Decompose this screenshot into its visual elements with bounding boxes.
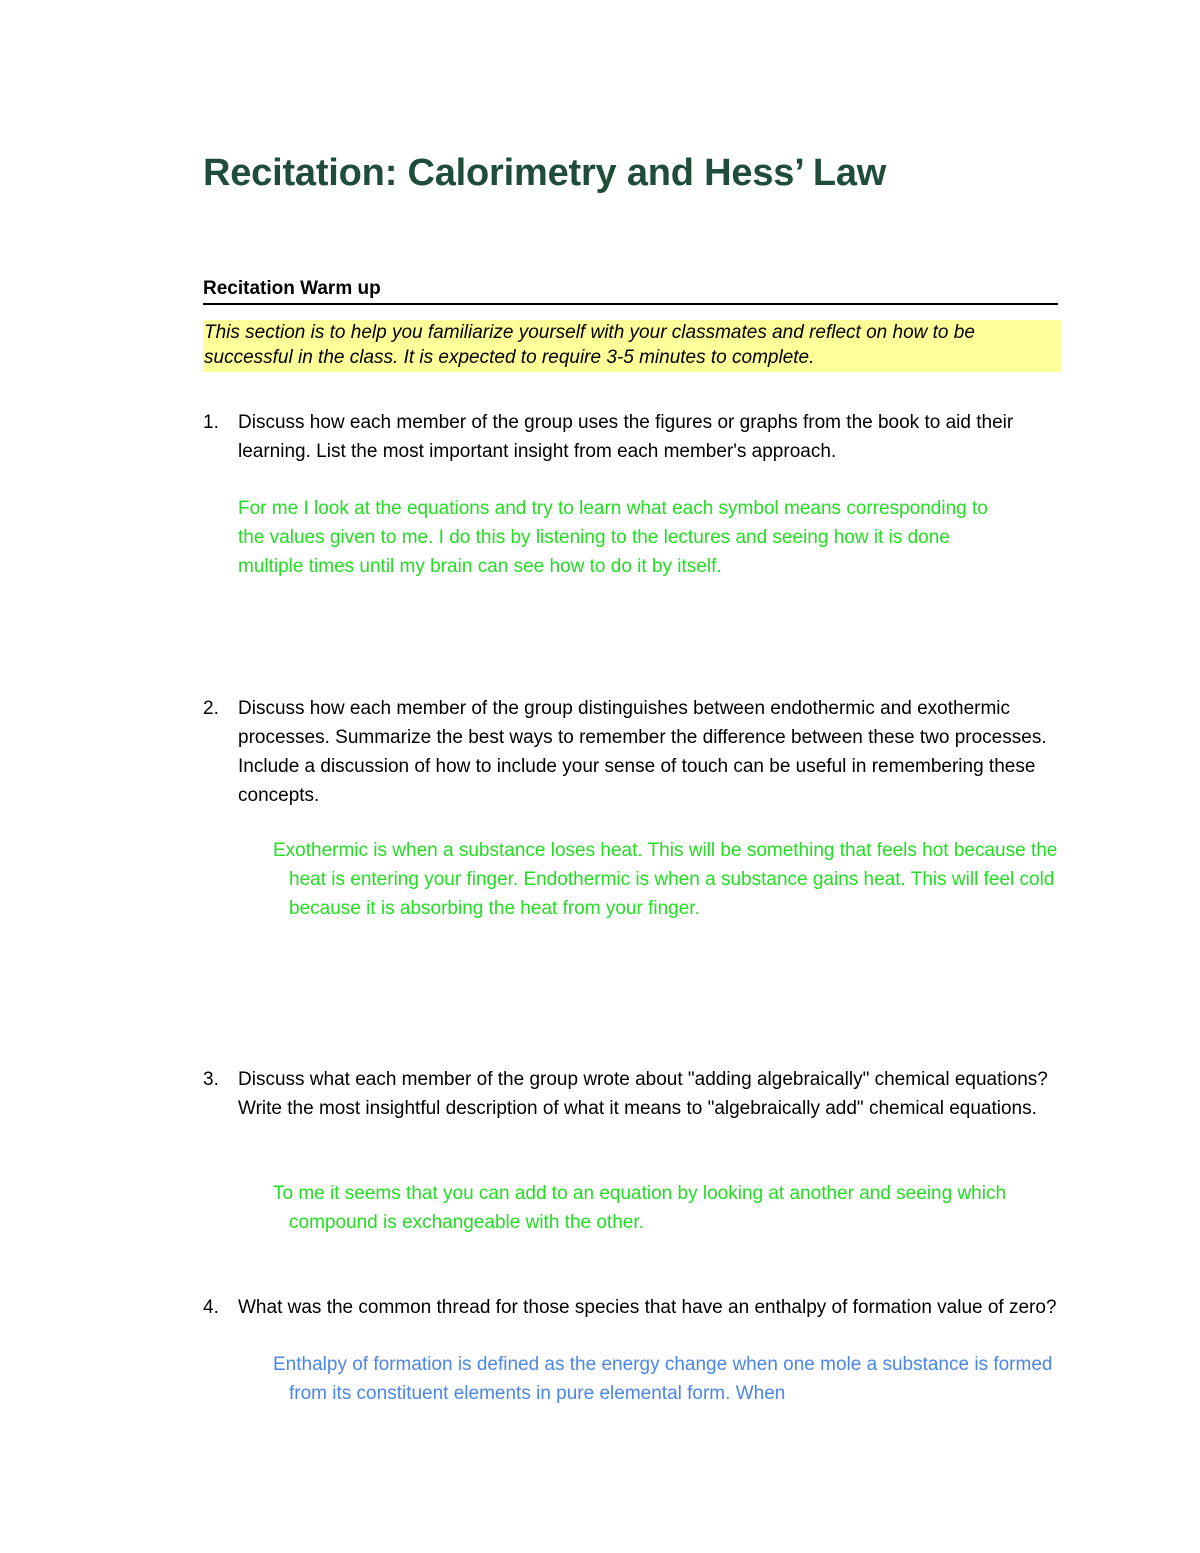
question-text: What was the common thread for those species that have an enthalpy of formation value of zero? — [238, 1297, 1057, 1318]
intro-highlight: This section is to help you familiarize yourself with your classmates and reflect on how to be successful in the class. It is expected to require 3-5 minutes to complete. — [203, 320, 1061, 372]
question-text: Discuss how each member of the group distinguishes between endothermic and exothermic processes. Summarize the best ways to remember the difference between these two processes. Include a discussion of how to include your sense of touch can be useful in remembering these concepts. — [238, 698, 1047, 806]
section-divider — [203, 303, 1058, 305]
answer-3: To me it seems that you can add to an equation by looking at another and seeing which compound is exchangeable with the other. — [273, 1183, 1007, 1233]
question-number: 2. — [203, 698, 219, 719]
question-number: 3. — [203, 1069, 219, 1090]
question-1 — [203, 408, 1063, 466]
question-number: 1. — [203, 412, 219, 433]
answer-2: Exothermic is when a substance loses heat. This will be something that feels hot because the heat is entering your finger. Endothermic is when a substance gains heat. This will feel cold because it is absorbing the heat from your finger. — [273, 840, 1058, 919]
page-title: Recitation: Calorimetry and Hess’ Law — [203, 152, 887, 194]
question-text: Discuss what each member of the group wrote about "adding algebraically" chemical equations? Write the most insightful description of what it means to "algebraically add" chemical equations. — [238, 1069, 1048, 1119]
question-number: 4. — [203, 1297, 219, 1318]
section-heading: Recitation Warm up — [203, 278, 381, 299]
answer-1: For me I look at the equations and try to learn what each symbol means corresponding to the values given to me. I do this by listening to the lectures and seeing how it is done multiple times until my brain can see how to do it by itself. — [238, 498, 988, 577]
answer-4: Enthalpy of formation is defined as the energy change when one mole a substance is formed from its constituent elements in pure elemental form. When — [273, 1354, 1053, 1404]
question-4 — [203, 1293, 1063, 1322]
question-2 — [203, 694, 1063, 810]
question-3 — [203, 1065, 1063, 1123]
question-text: Discuss how each member of the group uses the figures or graphs from the book to aid their learning. List the most important insight from each member's approach. — [238, 412, 1014, 462]
